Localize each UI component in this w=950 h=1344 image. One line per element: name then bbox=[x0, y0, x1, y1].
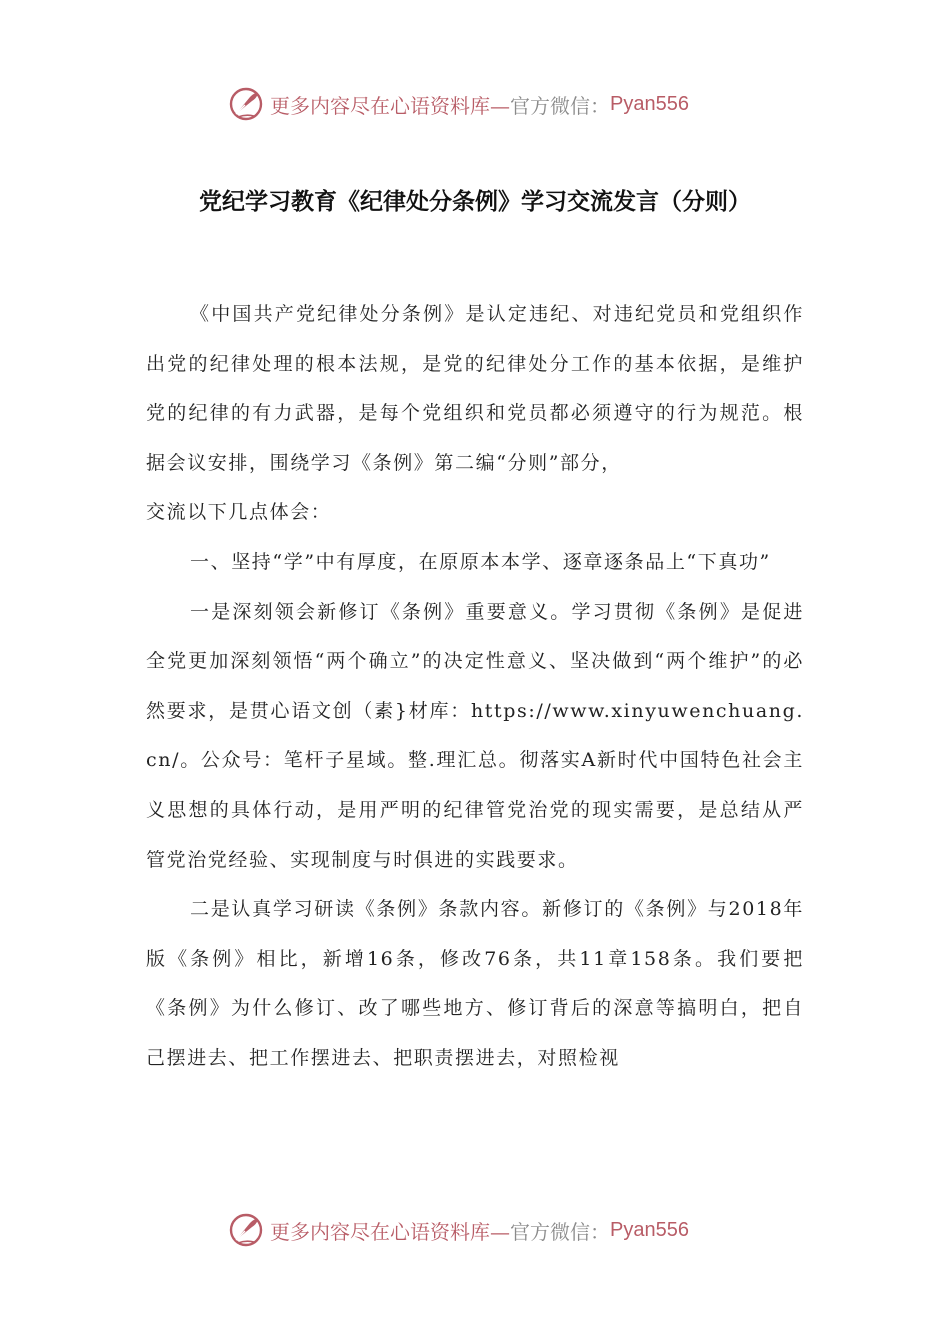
body-paragraph: 二是认真学习研读《条例》条款内容。新修订的《条例》与2018年版《条例》相比，新增16条，修改76条，共11章158条。我们要把《条例》为什么修订、改了哪些地方、修订背后的深意等搞明白，把自己摆进去、把工作摆进去、把职责摆进去，对照检视 bbox=[146, 898, 804, 1069]
body-paragraph: 交流以下几点体会： bbox=[146, 501, 332, 524]
quill-logo-icon bbox=[228, 86, 264, 122]
banner-wechat-id: Pyan556 bbox=[610, 1218, 689, 1241]
header-watermark bbox=[228, 84, 689, 124]
quill-logo-icon bbox=[228, 1212, 264, 1248]
banner-wechat-label: 官方微信： bbox=[510, 1219, 610, 1244]
banner-wechat-label: 官方微信： bbox=[510, 93, 610, 118]
section-heading: 一、坚持“学”中有厚度，在原原本本学、逐章逐条品上“下真功” bbox=[190, 550, 771, 573]
banner-text: 更多内容尽在心语资料库— bbox=[270, 1219, 510, 1244]
body-paragraph: 《中国共产党纪律处分条例》是认定违纪、对违纪党员和党组织作出党的纪律处理的根本法规，是党的纪律处分工作的基本依据，是维护党的纪律的有力武器，是每个党组织和党员都必须遵守的行为规范。根据会议安排，围绕学习《条例》第二编“分则”部分， bbox=[146, 303, 804, 474]
banner-wechat-id: Pyan556 bbox=[610, 92, 689, 115]
document-title: 党纪学习教育《纪律处分条例》学习交流发言（分则） bbox=[199, 189, 751, 215]
banner-text: 更多内容尽在心语资料库— bbox=[270, 93, 510, 118]
footer-watermark bbox=[228, 1210, 689, 1250]
body-paragraph: 一是深刻领会新修订《条例》重要意义。学习贯彻《条例》是促进全党更加深刻领悟“两个确立”的决定性意义、坚决做到“两个维护”的必然要求，是贯心语文创（素}材库：https://www.xinyuwenchuang.cn/。公众号：笔杆子星域。整.理汇总。彻落实A新时代中国特色社会主义思想的具体行动，是用严明的纪律管党治党的现实需要，是总结从严管党治党经验、实现制度与时俱进的实践要求。 bbox=[146, 600, 804, 871]
document-body bbox=[146, 290, 804, 1084]
